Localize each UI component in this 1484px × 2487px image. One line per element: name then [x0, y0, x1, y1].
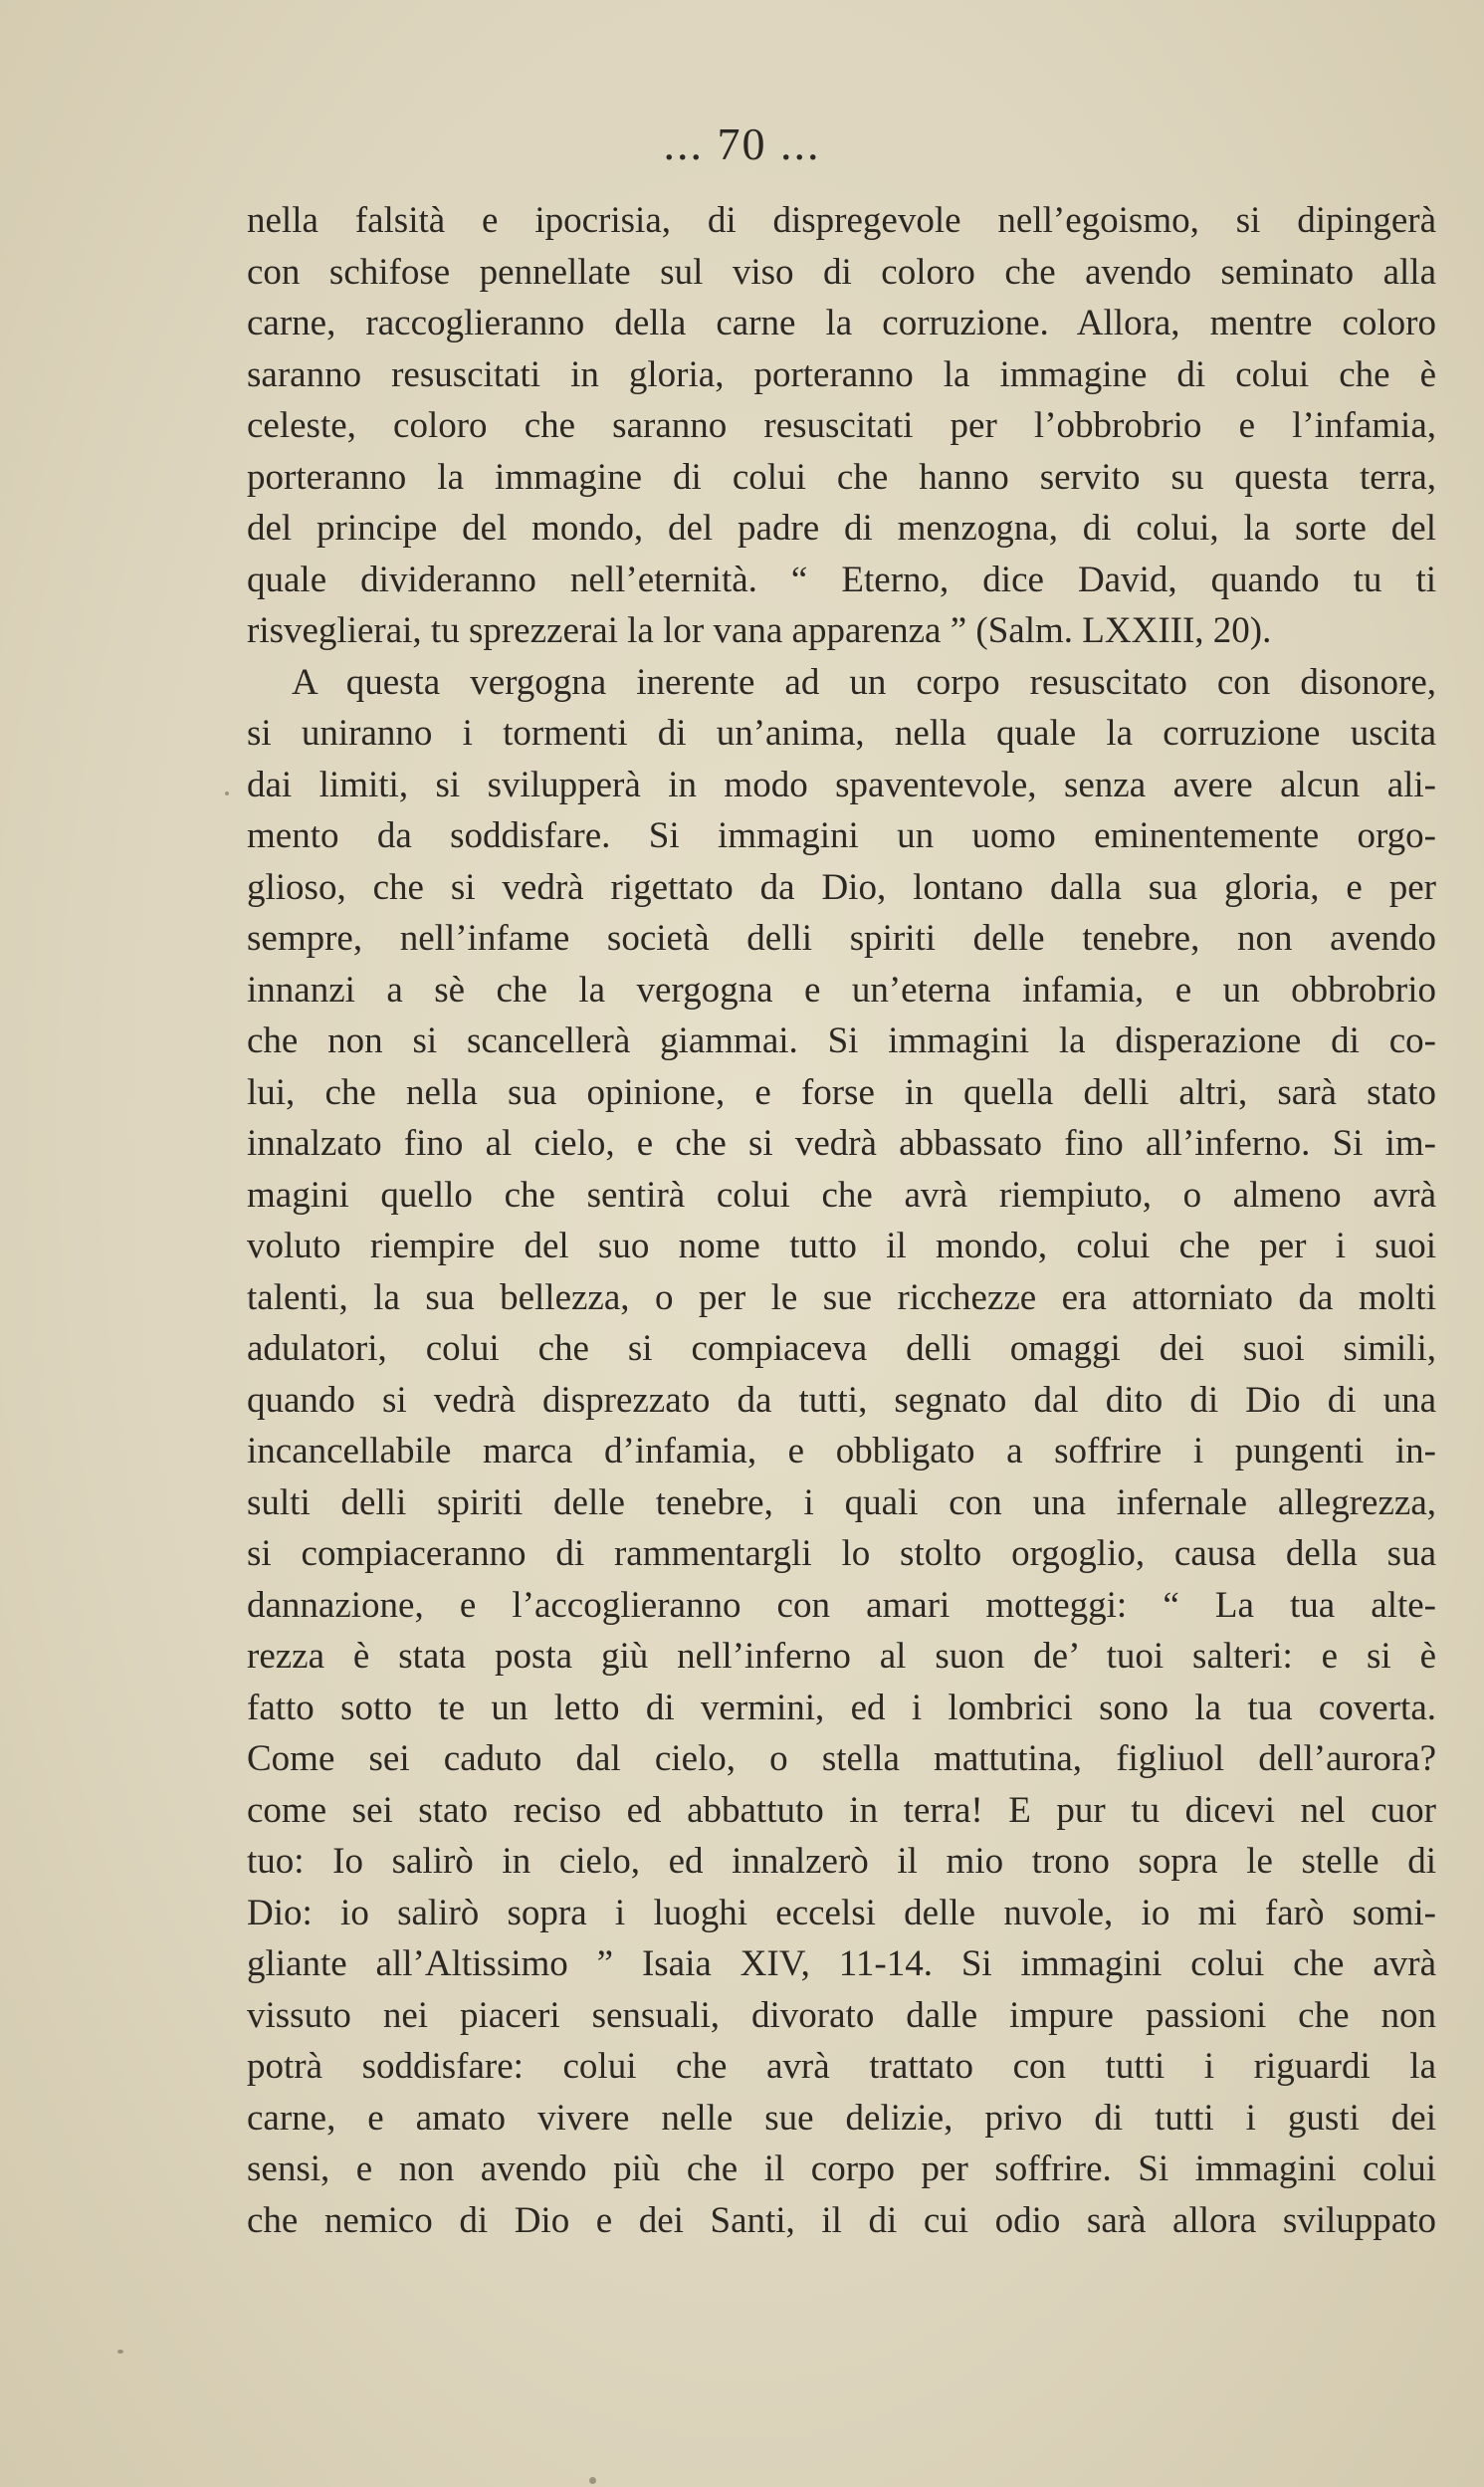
paragraph-start-line: A questa vergogna inerente ad un corpo resuscitato con disonore,: [292, 661, 1436, 703]
text-line: glioso, che si vedrà rigettato da Dio, lontano dalla sua gloria, e per: [247, 866, 1436, 908]
text-line: con schifose pennellate sul viso di coloro che avendo seminato alla: [247, 251, 1436, 293]
text-line: risveglierai, tu sprezzerai la lor vana apparenza ” (Salm. LXXIII, 20).: [247, 610, 1272, 651]
text-line: dai limiti, si svilupperà in modo spaventevole, senza avere alcun ali-: [247, 764, 1436, 805]
text-line: celeste, coloro che saranno resuscitati per l’obbrobrio e l’infamia,: [247, 405, 1436, 446]
paper-speck: [117, 2350, 123, 2354]
text-line: vissuto nei piaceri sensuali, divorato dalle impure passioni che non: [247, 1994, 1436, 2036]
text-line: carne, e amato vivere nelle sue delizie, privo di tutti i gusti dei: [247, 2097, 1436, 2139]
text-line: quando si vedrà disprezzato da tutti, segnato dal dito di Dio di una: [247, 1379, 1436, 1421]
text-line: innanzi a sè che la vergogna e un’eterna infamia, e un obbrobrio: [247, 969, 1436, 1011]
text-line: rezza è stata posta giù nell’inferno al suon de’ tuoi salteri: e si è: [247, 1636, 1436, 1677]
text-line: si compiaceranno di rammentargli lo stolto orgoglio, causa della sua: [247, 1533, 1436, 1574]
text-line: voluto riempire del suo nome tutto il mondo, colui che per i suoi: [247, 1226, 1436, 1266]
text-line: come sei stato reciso ed abbattuto in terra! E pur tu dicevi nel cuor: [247, 1789, 1436, 1831]
body-text: [247, 195, 1436, 2246]
text-line: sulti delli spiriti delle tenebre, i quali con una infernale allegrezza,: [247, 1481, 1436, 1523]
text-line: saranno resuscitati in gloria, porteranno la immagine di colui che è: [247, 353, 1436, 395]
page-number: ... 70 ...: [663, 118, 821, 169]
text-line: Come sei caduto dal cielo, o stella mattutina, figliuol dell’aurora?: [247, 1738, 1436, 1779]
text-line: innalzato fino al cielo, e che si vedrà abbassato fino all’inferno. Si im-: [247, 1123, 1436, 1164]
text-line: dannazione, e l’accoglieranno con amari motteggi: “ La tua alte-: [247, 1584, 1436, 1626]
text-line: lui, che nella sua opinione, e forse in quella delli altri, sarà stato: [247, 1071, 1436, 1113]
paper-speck: [225, 791, 229, 795]
paper-speck: [589, 2477, 596, 2484]
text-line: sensi, e non avendo più che il corpo per soffrire. Si immagini colui: [247, 2148, 1436, 2189]
text-line: che non si scancellerà giammai. Si immagini la disperazione di co-: [247, 1020, 1436, 1061]
text-line: quale divideranno nell’eternità. “ Eterno, dice David, quando tu ti: [247, 559, 1436, 600]
text-line: fatto sotto te un letto di vermini, ed i lombrici sono la tua coverta.: [247, 1687, 1436, 1728]
text-line: adulatori, colui che si compiaceva delli omaggi dei suoi simili,: [247, 1328, 1436, 1369]
text-line: incancellabile marca d’infamia, e obbligato a soffrire i pungenti in-: [247, 1431, 1436, 1471]
text-line: potrà soddisfare: colui che avrà trattato con tutti i riguardi la: [247, 2046, 1436, 2087]
text-line: porteranno la immagine di colui che hanno servito su questa terra,: [247, 456, 1436, 498]
text-line: si uniranno i tormenti di un’anima, nella quale la corruzione uscita: [247, 713, 1436, 754]
text-line: talenti, la sua bellezza, o per le sue ricchezze era attorniato da molti: [247, 1276, 1436, 1318]
text-line: carne, raccoglieranno della carne la corruzione. Allora, mentre coloro: [247, 303, 1436, 343]
text-line: magini quello che sentirà colui che avrà riempiuto, o almeno avrà: [247, 1174, 1436, 1216]
text-line: Dio: io salirò sopra i luoghi eccelsi delle nuvole, io mi farò somi-: [247, 1892, 1436, 1933]
text-line: che nemico di Dio e dei Santi, il di cui odio sarà allora sviluppato: [247, 2199, 1436, 2241]
text-line: gliante all’Altissimo ” Isaia XIV, 11-14. Si immagini colui che avrà: [247, 1943, 1436, 1984]
text-line: nella falsità e ipocrisia, di dispregevole nell’egoismo, si dipingerà: [247, 200, 1436, 241]
text-line: del principe del mondo, del padre di menzogna, di colui, la sorte del: [247, 508, 1436, 549]
text-line: mento da soddisfare. Si immagini un uomo eminentemente orgo-: [247, 815, 1436, 856]
text-line: tuo: Io salirò in cielo, ed innalzerò il mio trono sopra le stelle di: [247, 1841, 1436, 1882]
text-line: sempre, nell’infame società delli spiriti delle tenebre, non avendo: [247, 918, 1436, 959]
